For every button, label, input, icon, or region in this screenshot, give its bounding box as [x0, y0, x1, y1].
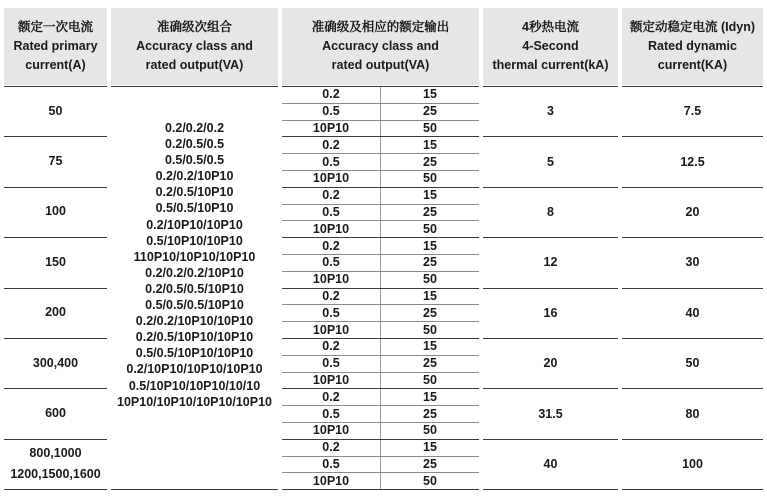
accuracy-combination-item: 0.2/0.2/10P10: [155, 169, 234, 184]
accuracy-class-cell: 10P10: [312, 372, 350, 387]
accuracy-class-cell: 0.2: [322, 339, 340, 354]
rated-output-va-cell: 50: [423, 423, 437, 438]
accuracy-combination-item: 110P10/10P10/10P10: [133, 249, 256, 264]
accuracy-class-cell: 10P10: [312, 272, 350, 287]
rated-primary-current-value: 300,400: [32, 355, 79, 370]
header-line-en2: current(KA): [657, 58, 728, 72]
accuracy-class-cell: 0.5: [322, 356, 340, 371]
header-line-en2: thermal current(kA): [492, 58, 609, 72]
accuracy-class-cell: 0.2: [322, 238, 340, 253]
accuracy-class-cell: 10P10: [312, 322, 350, 337]
rated-output-va-cell: 25: [423, 305, 437, 320]
rated-output-va-cell: 50: [423, 120, 437, 135]
rated-output-va-cell: 50: [423, 372, 437, 387]
header-accuracy-output: [282, 8, 479, 85]
accuracy-class-cell: 0.5: [322, 154, 340, 169]
rated-primary-current-value: 150: [45, 254, 66, 269]
dynamic-current-cell: 12.5: [680, 154, 705, 169]
rated-output-va-cell: 25: [423, 406, 437, 421]
accuracy-class-cell: 0.5: [322, 456, 340, 471]
header-accuracy-combination: [111, 8, 278, 85]
accuracy-combination-item: 0.2/0.5/10P10/10P10: [135, 330, 254, 345]
accuracy-class-cell: 10P10: [312, 423, 350, 438]
accuracy-class-cell: 10P10: [312, 221, 350, 236]
dynamic-current-cell: 20: [685, 204, 700, 219]
rated-output-va-cell: 25: [423, 255, 437, 270]
column-divider: [480, 6, 482, 489]
rated-output-va-cell: 25: [423, 154, 437, 169]
rated-primary-current-value: 800,1000: [29, 445, 82, 460]
rated-primary-current-cell: [4, 237, 107, 287]
accuracy-class-cell: 0.5: [322, 406, 340, 421]
rated-output-va-cell: 15: [423, 440, 437, 455]
accuracy-combination-item: 10P10/10P10/10P10/10P10: [117, 394, 272, 409]
rated-primary-current-cell: [4, 187, 107, 237]
row-rule: [622, 489, 763, 490]
dynamic-current-cell: 80: [685, 406, 700, 421]
row-rule: [483, 489, 618, 490]
header-line-zh: 额定动稳定电流 (Idyn): [630, 20, 755, 34]
rated-primary-current-value: 1200,1500,1600: [10, 466, 101, 481]
accuracy-combination-item: 0.5/0.5/0.5/10P10: [145, 298, 244, 313]
rated-output-va-cell: 50: [423, 473, 437, 488]
accuracy-combination-item: 0.5/0.5/10P10/10P10: [135, 346, 254, 361]
rated-output-va-cell: 50: [423, 322, 437, 337]
accuracy-class-cell: 0.2: [322, 87, 340, 102]
rated-primary-current-value: 75: [48, 154, 63, 169]
accuracy-class-cell: 10P10: [312, 120, 350, 135]
rated-output-va-cell: 15: [423, 87, 437, 102]
thermal-current-cell: 12: [543, 255, 558, 270]
accuracy-class-cell: 0.5: [322, 204, 340, 219]
accuracy-class-cell: 10P10: [312, 473, 350, 488]
rated-primary-current-value: 200: [45, 305, 66, 320]
accuracy-class-cell: 0.5: [322, 255, 340, 270]
rated-primary-current-cell: [4, 439, 107, 489]
thermal-current-cell: 5: [547, 154, 554, 169]
accuracy-class-cell: 0.2: [322, 288, 340, 303]
combination-bottom-rule: [111, 489, 278, 490]
header-line-zh: 准确级次组合: [156, 20, 232, 34]
thermal-current-cell: 31.5: [538, 406, 563, 421]
rated-output-va-cell: 15: [423, 389, 437, 404]
rated-primary-current-cell: [4, 338, 107, 388]
accuracy-combination-item: 0.5/0.5/0.5: [164, 153, 225, 168]
header-line-en1: Accuracy class and: [322, 39, 439, 53]
header-line-en2: rated output(VA): [145, 58, 244, 72]
header-rated-primary-current: [4, 8, 107, 85]
rated-primary-current-cell: [4, 86, 107, 136]
accuracy-combination-item: 0.2/10P10/10P10/10P10: [126, 362, 263, 377]
header-bottom-rule: [111, 86, 278, 87]
column-divider: [279, 6, 281, 489]
rated-output-va-cell: 50: [423, 272, 437, 287]
rated-output-va-cell: 25: [423, 104, 437, 119]
thermal-current-cell: 8: [547, 204, 554, 219]
accuracy-combination-item: 0.5/10P10/10P10: [146, 233, 243, 248]
rated-output-va-cell: 15: [423, 188, 437, 203]
header-dynamic-current: [622, 8, 763, 85]
rated-output-va-cell: 15: [423, 288, 437, 303]
rated-primary-current-cell: [4, 136, 107, 186]
rated-primary-current-value: 50: [48, 103, 63, 118]
accuracy-class-cell: 0.2: [322, 440, 340, 455]
rated-output-va-cell: 15: [423, 339, 437, 354]
dynamic-current-cell: 7.5: [683, 104, 702, 119]
header-line-en1: Rated primary: [13, 39, 98, 53]
dynamic-current-cell: 50: [685, 356, 700, 371]
accuracy-combination-item: 0.5/10P10/10P10/10/10: [128, 378, 261, 393]
rated-output-va-cell: 15: [423, 137, 437, 152]
accuracy-class-cell: 0.5: [322, 305, 340, 320]
rated-primary-current-cell: [4, 288, 107, 338]
header-line-en2: rated output(VA): [331, 58, 430, 72]
rated-primary-current-cell: [4, 388, 107, 438]
rated-primary-current-value: 600: [45, 406, 66, 421]
accuracy-combination-item: 0.2/10P10/10P10: [146, 217, 243, 232]
accuracy-class-cell: 0.2: [322, 137, 340, 152]
accuracy-combination-item: 0.2/0.5/0.5/10P10: [145, 281, 244, 296]
dynamic-current-cell: 100: [682, 456, 703, 471]
header-line-zh: 准确级及相应的额定输出: [311, 20, 450, 34]
accuracy-combination-item: 0.2/0.5/10P10: [155, 185, 234, 200]
accuracy-combination-item: 0.5/0.5/10P10: [155, 201, 234, 216]
header-line-zh: 4秒热电流: [522, 20, 579, 34]
accuracy-class-cell: 0.2: [322, 188, 340, 203]
header-thermal-current: [483, 8, 618, 85]
rated-output-va-cell: 25: [423, 356, 437, 371]
thermal-current-cell: 16: [543, 305, 558, 320]
accuracy-class-cell: 0.5: [322, 104, 340, 119]
column-divider: [108, 6, 110, 489]
header-line-en1: 4-Second: [522, 39, 579, 53]
rated-primary-current-value: 100: [45, 204, 66, 219]
dynamic-current-cell: 40: [685, 305, 700, 320]
column-divider: [619, 6, 621, 489]
accuracy-class-cell: 0.2: [322, 389, 340, 404]
accuracy-combination-item: 0.2/0.5/0.5: [164, 137, 225, 152]
rated-output-va-cell: 15: [423, 238, 437, 253]
header-line-zh: 额定一次电流: [17, 20, 93, 34]
rated-output-va-cell: 50: [423, 171, 437, 186]
accuracy-combination-item: 0.2/0.2/0.2/10P10: [145, 265, 244, 280]
header-line-en2: current(A): [25, 58, 86, 72]
rated-output-va-cell: 25: [423, 456, 437, 471]
thermal-current-cell: 20: [543, 356, 558, 371]
sub-row-rule: [282, 489, 479, 490]
dynamic-current-cell: 30: [685, 255, 700, 270]
row-rule: [4, 489, 107, 490]
accuracy-combination-list: [111, 120, 278, 410]
header-line-en1: Rated dynamic: [648, 39, 737, 53]
rated-output-va-cell: 50: [423, 221, 437, 236]
thermal-current-cell: 40: [543, 456, 558, 471]
accuracy-combination-item: 0.2/0.2/0.2: [164, 121, 225, 135]
rated-output-va-cell: 25: [423, 204, 437, 219]
accuracy-combination-item: 0.2/0.2/10P10/10P10: [135, 314, 254, 329]
thermal-current-cell: 3: [547, 104, 554, 119]
header-line-en1: Accuracy class and: [136, 39, 253, 53]
accuracy-class-cell: 10P10: [312, 171, 350, 186]
